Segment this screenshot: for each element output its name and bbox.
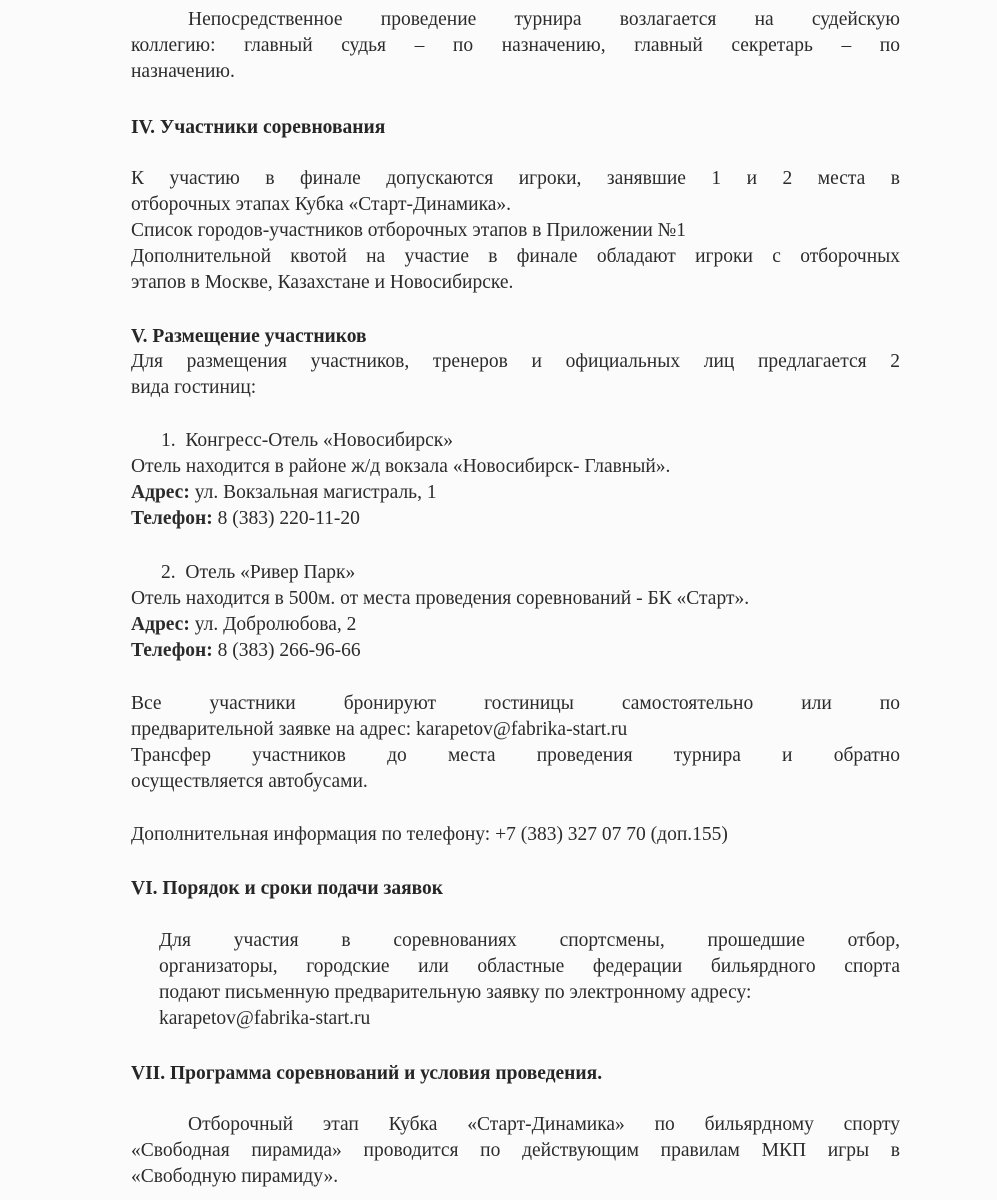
text-line: Все участники бронируют гостиницы самостоятельно или по xyxy=(131,693,900,714)
text-line: назначению. xyxy=(131,61,235,82)
text-line: коллегию: главный судья – по назначению, главный секретарь – по xyxy=(131,35,900,56)
hotel-name-line xyxy=(131,560,900,586)
section7-paragraph xyxy=(131,1112,900,1190)
section4-paragraph xyxy=(131,166,900,296)
section6-paragraph xyxy=(159,928,900,1032)
text-line: Список городов-участников отборочных этапов в Приложении №1 xyxy=(131,220,686,241)
booking-paragraph xyxy=(131,691,900,795)
text-line: организаторы, городские или областные федерации бильярдного спорта xyxy=(159,956,900,977)
additional-info: Дополнительная информация по телефону: +7 (383) 327 07 70 (доп.155) xyxy=(131,824,728,845)
text-line: Отборочный этап Кубка «Старт-Динамика» по бильярдному спорту xyxy=(188,1114,900,1135)
text-line: К участию в финале допускаются игроки, занявшие 1 и 2 места в xyxy=(131,168,900,189)
text-line: этапов в Москве, Казахстане и Новосибирске. xyxy=(131,272,514,293)
address-label: Адрес: xyxy=(131,482,190,503)
hotel-phone: 8 (383) 220-11-20 xyxy=(217,508,360,529)
text-line: karapetov@fabrika-start.ru xyxy=(159,1008,371,1029)
address-label: Адрес: xyxy=(131,614,190,635)
hotel-phone-line xyxy=(131,638,900,664)
text-line: Для участия в соревнованиях спортсмены, прошедшие отбор, xyxy=(159,930,900,951)
hotel-entry xyxy=(131,560,900,664)
list-number: 1. xyxy=(161,430,176,451)
text-line: «Свободную пирамиду». xyxy=(131,1166,339,1187)
text-line: вида гостиниц: xyxy=(131,377,257,398)
phone-label: Телефон: xyxy=(131,508,213,529)
text-line: Для размещения участников, тренеров и официальных лиц предлагается 2 xyxy=(131,351,900,372)
section5-intro xyxy=(131,349,900,401)
text-line: предварительной заявке на адрес: karapetov@fabrika-start.ru xyxy=(131,719,628,740)
text-line: Трансфер участников до места проведения турнира и обратно xyxy=(131,745,900,766)
text-line: осуществляется автобусами. xyxy=(131,771,368,792)
hotel-name-line xyxy=(131,428,900,454)
text-line: подают письменную предварительную заявку по электронному адресу: xyxy=(159,982,752,1003)
hotel-name: Конгресс-Отель «Новосибирск» xyxy=(185,430,454,451)
hotel-name: Отель «Ривер Парк» xyxy=(185,562,356,583)
hotel-address: ул. Добролюбова, 2 xyxy=(194,614,357,635)
hotel-address-line xyxy=(131,612,900,638)
section-heading-5: V. Размещение участников xyxy=(131,326,367,347)
hotel-phone: 8 (383) 266-96-66 xyxy=(217,640,361,661)
intro-paragraph xyxy=(131,7,900,85)
hotel-address-line xyxy=(131,480,900,506)
list-number: 2. xyxy=(161,562,176,583)
hotel-phone-line xyxy=(131,506,900,532)
section-heading-4: IV. Участники соревнования xyxy=(131,117,386,138)
text-line: «Свободная пирамида» проводится по действующим правилам МКП игры в xyxy=(131,1140,900,1161)
hotel-address: ул. Вокзальная магистраль, 1 xyxy=(194,482,437,503)
text-line: отборочных этапах Кубка «Старт-Динамика». xyxy=(131,194,512,215)
hotel-location: Отель находится в районе ж/д вокзала «Новосибирск- Главный». xyxy=(131,456,671,477)
hotel-location: Отель находится в 500м. от места проведения соревнований - БК «Старт». xyxy=(131,588,750,609)
phone-label: Телефон: xyxy=(131,640,213,661)
text-line: Дополнительной квотой на участие в финале обладают игроки с отборочных xyxy=(131,246,900,267)
section-heading-7: VII. Программа соревнований и условия проведения. xyxy=(131,1063,603,1084)
text-line: Непосредственное проведение турнира возлагается на судейскую xyxy=(188,9,900,30)
section-heading-6: VI. Порядок и сроки подачи заявок xyxy=(131,878,444,899)
hotel-entry xyxy=(131,428,900,532)
